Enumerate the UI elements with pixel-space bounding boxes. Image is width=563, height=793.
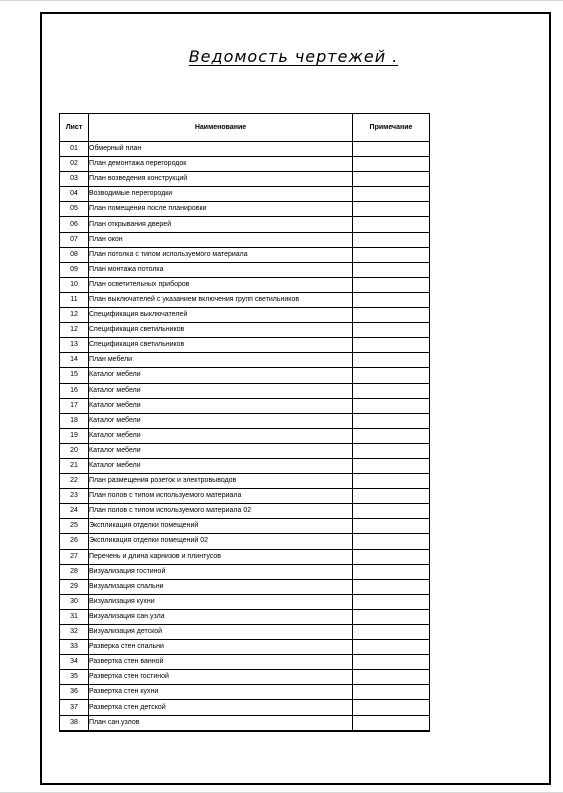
row-note bbox=[353, 715, 430, 731]
row-sheet-number: 32 bbox=[60, 625, 89, 640]
table-row bbox=[60, 609, 430, 624]
row-note bbox=[353, 700, 430, 715]
row-note bbox=[353, 383, 430, 398]
header-note: Примечание bbox=[353, 114, 430, 142]
table-row bbox=[60, 564, 430, 579]
row-sheet-number: 17 bbox=[60, 398, 89, 413]
row-drawing-name: План мебели bbox=[89, 353, 353, 368]
table-row bbox=[60, 368, 430, 383]
row-note bbox=[353, 247, 430, 262]
row-sheet-number: 11 bbox=[60, 292, 89, 307]
table-row bbox=[60, 338, 430, 353]
row-drawing-name: Обмерный план bbox=[89, 142, 353, 157]
row-drawing-name: Каталог мебели bbox=[89, 428, 353, 443]
row-drawing-name: Визуализация гостиной bbox=[89, 564, 353, 579]
row-note bbox=[353, 172, 430, 187]
row-note bbox=[353, 262, 430, 277]
row-sheet-number: 08 bbox=[60, 247, 89, 262]
table-row bbox=[60, 640, 430, 655]
table-row bbox=[60, 428, 430, 443]
row-note bbox=[353, 292, 430, 307]
row-note bbox=[353, 534, 430, 549]
row-note bbox=[353, 368, 430, 383]
row-note bbox=[353, 142, 430, 157]
row-sheet-number: 24 bbox=[60, 504, 89, 519]
row-note bbox=[353, 338, 430, 353]
row-sheet-number: 06 bbox=[60, 217, 89, 232]
table-row bbox=[60, 474, 430, 489]
row-note bbox=[353, 323, 430, 338]
table-row bbox=[60, 398, 430, 413]
row-drawing-name: План сан.узлов bbox=[89, 715, 353, 731]
row-note bbox=[353, 308, 430, 323]
row-note bbox=[353, 489, 430, 504]
table-row bbox=[60, 277, 430, 292]
row-drawing-name: Спецификация выключателей bbox=[89, 308, 353, 323]
row-drawing-name: План окон bbox=[89, 232, 353, 247]
row-note bbox=[353, 217, 430, 232]
row-note bbox=[353, 609, 430, 624]
row-sheet-number: 26 bbox=[60, 534, 89, 549]
table-row bbox=[60, 443, 430, 458]
table-row bbox=[60, 594, 430, 609]
row-drawing-name: Каталог мебели bbox=[89, 383, 353, 398]
row-note bbox=[353, 458, 430, 473]
row-sheet-number: 14 bbox=[60, 353, 89, 368]
row-sheet-number: 20 bbox=[60, 443, 89, 458]
table-row bbox=[60, 247, 430, 262]
row-note bbox=[353, 428, 430, 443]
row-sheet-number: 21 bbox=[60, 458, 89, 473]
row-note bbox=[353, 157, 430, 172]
table-header-row bbox=[60, 114, 430, 142]
row-note bbox=[353, 640, 430, 655]
table-row bbox=[60, 413, 430, 428]
row-sheet-number: 15 bbox=[60, 368, 89, 383]
row-drawing-name: Экспликация отделки помещений 02 bbox=[89, 534, 353, 549]
header-name: Наименование bbox=[89, 114, 353, 142]
table-row bbox=[60, 549, 430, 564]
table-row bbox=[60, 655, 430, 670]
row-sheet-number: 01 bbox=[60, 142, 89, 157]
row-sheet-number: 05 bbox=[60, 202, 89, 217]
row-note bbox=[353, 564, 430, 579]
row-sheet-number: 02 bbox=[60, 157, 89, 172]
table-row bbox=[60, 519, 430, 534]
row-sheet-number: 28 bbox=[60, 564, 89, 579]
row-sheet-number: 33 bbox=[60, 640, 89, 655]
row-sheet-number: 25 bbox=[60, 519, 89, 534]
row-sheet-number: 03 bbox=[60, 172, 89, 187]
table-row bbox=[60, 579, 430, 594]
row-drawing-name: План демонтажа перегородок bbox=[89, 157, 353, 172]
row-note bbox=[353, 594, 430, 609]
row-sheet-number: 36 bbox=[60, 685, 89, 700]
row-drawing-name: Развертка стен детской bbox=[89, 700, 353, 715]
row-drawing-name: План полов с типом используемого материала bbox=[89, 489, 353, 504]
row-sheet-number: 37 bbox=[60, 700, 89, 715]
row-drawing-name: Возводимые перегородки bbox=[89, 187, 353, 202]
row-sheet-number: 31 bbox=[60, 609, 89, 624]
row-sheet-number: 18 bbox=[60, 413, 89, 428]
table-row bbox=[60, 504, 430, 519]
row-drawing-name: План монтажа потолка bbox=[89, 262, 353, 277]
table-row bbox=[60, 172, 430, 187]
table-row bbox=[60, 685, 430, 700]
table-row bbox=[60, 670, 430, 685]
row-drawing-name: Каталог мебели bbox=[89, 443, 353, 458]
document-title bbox=[0, 47, 563, 67]
table-row bbox=[60, 187, 430, 202]
table-row bbox=[60, 217, 430, 232]
row-drawing-name: План полов с типом используемого материала 02 bbox=[89, 504, 353, 519]
table-row bbox=[60, 157, 430, 172]
row-drawing-name: Развертка стен кухни bbox=[89, 685, 353, 700]
row-drawing-name: План помещения после планировки bbox=[89, 202, 353, 217]
row-drawing-name: План выключателей с указанием включения групп светильников bbox=[89, 292, 353, 307]
table-row bbox=[60, 142, 430, 157]
table-row bbox=[60, 715, 430, 731]
row-sheet-number: 35 bbox=[60, 670, 89, 685]
row-note bbox=[353, 655, 430, 670]
row-drawing-name: Визуализация кухни bbox=[89, 594, 353, 609]
table-row bbox=[60, 353, 430, 368]
table-row bbox=[60, 700, 430, 715]
row-drawing-name: Каталог мебели bbox=[89, 398, 353, 413]
row-drawing-name: Спецификация светильников bbox=[89, 323, 353, 338]
table-row bbox=[60, 232, 430, 247]
row-drawing-name: Перечень и длина карнизов и плинтусов bbox=[89, 549, 353, 564]
row-sheet-number: 27 bbox=[60, 549, 89, 564]
row-drawing-name: План размещения розеток и электровыводов bbox=[89, 474, 353, 489]
row-sheet-number: 34 bbox=[60, 655, 89, 670]
row-note bbox=[353, 504, 430, 519]
table-row bbox=[60, 383, 430, 398]
row-drawing-name: План потолка с типом используемого материала bbox=[89, 247, 353, 262]
row-note bbox=[353, 625, 430, 640]
row-drawing-name: Визуализация детской bbox=[89, 625, 353, 640]
row-drawing-name: Спецификация светильников bbox=[89, 338, 353, 353]
row-sheet-number: 30 bbox=[60, 594, 89, 609]
row-drawing-name: Каталог мебели bbox=[89, 413, 353, 428]
table-row bbox=[60, 625, 430, 640]
row-drawing-name: Визуализация спальни bbox=[89, 579, 353, 594]
row-note bbox=[353, 353, 430, 368]
row-drawing-name: План возведения конструкций bbox=[89, 172, 353, 187]
row-drawing-name: Развертка стен ванной bbox=[89, 655, 353, 670]
row-drawing-name: Визуализация сан.узла bbox=[89, 609, 353, 624]
row-note bbox=[353, 474, 430, 489]
header-sheet: Лист bbox=[60, 114, 89, 142]
row-sheet-number: 12 bbox=[60, 308, 89, 323]
row-drawing-name: План открывания дверей bbox=[89, 217, 353, 232]
row-sheet-number: 16 bbox=[60, 383, 89, 398]
page-edge-top bbox=[0, 0, 563, 1]
row-note bbox=[353, 519, 430, 534]
row-note bbox=[353, 398, 430, 413]
row-note bbox=[353, 202, 430, 217]
row-note bbox=[353, 685, 430, 700]
row-sheet-number: 09 bbox=[60, 262, 89, 277]
row-note bbox=[353, 579, 430, 594]
table-body bbox=[60, 142, 430, 731]
row-note bbox=[353, 670, 430, 685]
table-row bbox=[60, 262, 430, 277]
table-row bbox=[60, 534, 430, 549]
drawings-list-table bbox=[59, 113, 430, 732]
row-note bbox=[353, 443, 430, 458]
row-drawing-name: План осветительных приборов bbox=[89, 277, 353, 292]
row-sheet-number: 38 bbox=[60, 715, 89, 731]
row-note bbox=[353, 413, 430, 428]
table-row bbox=[60, 323, 430, 338]
row-sheet-number: 29 bbox=[60, 579, 89, 594]
row-sheet-number: 04 bbox=[60, 187, 89, 202]
row-sheet-number: 19 bbox=[60, 428, 89, 443]
row-sheet-number: 12 bbox=[60, 323, 89, 338]
table-row bbox=[60, 458, 430, 473]
row-note bbox=[353, 187, 430, 202]
row-sheet-number: 23 bbox=[60, 489, 89, 504]
table-row bbox=[60, 308, 430, 323]
row-note bbox=[353, 549, 430, 564]
table-row bbox=[60, 202, 430, 217]
row-drawing-name: Разверка стен спальни bbox=[89, 640, 353, 655]
row-drawing-name: Развертка стен гостиной bbox=[89, 670, 353, 685]
row-sheet-number: 22 bbox=[60, 474, 89, 489]
row-note bbox=[353, 277, 430, 292]
row-sheet-number: 13 bbox=[60, 338, 89, 353]
document-title-text: Ведомость чертежей . bbox=[188, 47, 399, 66]
row-drawing-name: Каталог мебели bbox=[89, 368, 353, 383]
table-row bbox=[60, 292, 430, 307]
row-drawing-name: Экспликация отделки помещений bbox=[89, 519, 353, 534]
row-sheet-number: 07 bbox=[60, 232, 89, 247]
row-drawing-name: Каталог мебели bbox=[89, 458, 353, 473]
table-row bbox=[60, 489, 430, 504]
row-sheet-number: 10 bbox=[60, 277, 89, 292]
row-note bbox=[353, 232, 430, 247]
